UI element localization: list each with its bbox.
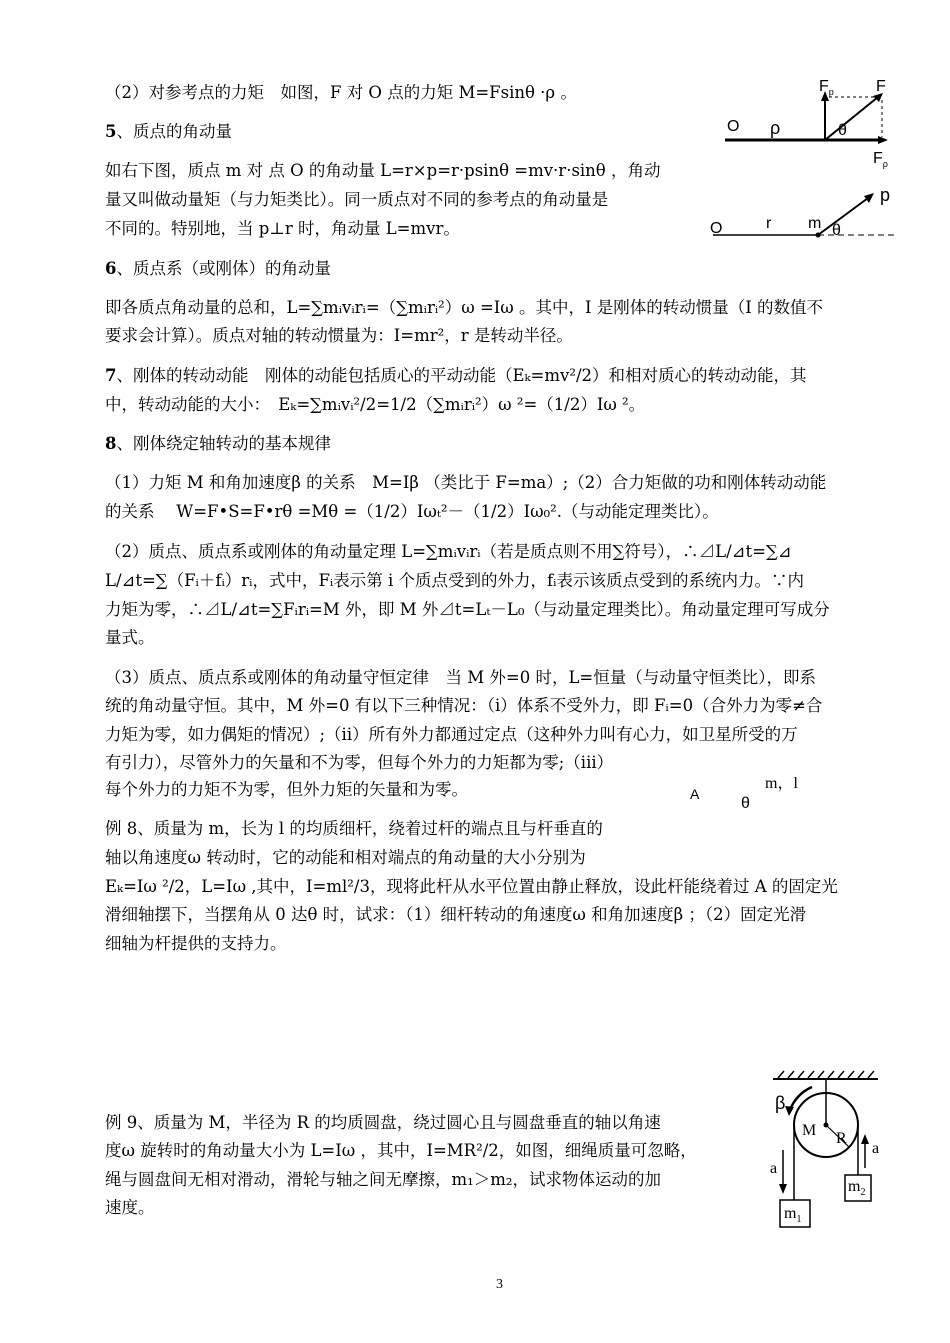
line-text: 中，转动动能的大小： Eₖ=∑mᵢvᵢ²/2=1/2（∑mᵢrᵢ²）ω ²=（1/2）Iω ²。 — [105, 395, 646, 414]
line-text: 绳与圆盘间无相对滑动，滑轮与轴之间无摩擦，m₁＞m₂，试求物体运动的加 — [105, 1170, 662, 1189]
line-text: 细轴为杆提供的支持力。 — [105, 934, 287, 953]
line-text: 量式。 — [105, 628, 155, 647]
line-text: Eₖ=Iω ²/2，L=Iω ,其中，I=ml²/3，现将此杆从水平位置由静止释放，设此杆能绕着过 A 的固定光 — [105, 877, 838, 896]
line-text: 例 9、质量为 M，半径为 R 的均质圆盘，绕过圆心且与圆盘垂直的轴以角速 — [105, 1113, 661, 1132]
line-text: 度ω 旋转时的角动量大小为 L=Iω ，其中，I=MR²/2，如图，细绳质量可忽略， — [105, 1141, 697, 1160]
line-text: 例 8、质量为 m，长为 l 的均质细杆，绕着过杆的端点且与杆垂直的 — [105, 819, 603, 838]
line-text: L/⊿t=∑（Fᵢ＋fᵢ）rᵢ，式中，Fᵢ表示第 i 个质点受到的外力，fᵢ表示该质点受到的系统内力。∵内 — [105, 571, 804, 590]
line-text: 即各质点角动量的总和，L=∑mᵢvᵢrᵢ=（∑mᵢrᵢ²）ω =Iω 。其中，I 是刚体的转动惯量（I 的数值不 — [105, 298, 824, 317]
line-text: （2）质点、质点系或刚体的角动量定理 L=∑mᵢvᵢrᵢ（若是质点则不用∑符号），∴⊿L/⊿t=∑⊿ — [105, 542, 792, 561]
origin-o2-label: O — [710, 220, 723, 237]
section-number: 8 — [105, 434, 117, 453]
rho-label: ρ — [770, 118, 781, 138]
pulley-mass-label: M — [802, 1122, 817, 1139]
line-text: 如右下图，质点 m 对 点 O 的角动量 L=r×p=r·psinθ =mv·r·sinθ ，角动 — [105, 161, 661, 180]
mass-m-label: m — [808, 215, 822, 232]
line-text: （2）对参考点的力矩 如图，F 对 O 点的力矩 M=Fsinθ ·ρ 。 — [105, 83, 577, 102]
beta-label: β — [775, 1093, 786, 1113]
line-text: 、刚体的转动动能 刚体的动能包括质心的平动动能（Eₖ=mv²/2）和相对质心的转动动能，其 — [116, 366, 807, 385]
section-number: 5 — [105, 122, 117, 141]
mass-m2-label: $m_2$ — [848, 1178, 866, 1199]
theta-label: θ — [838, 122, 847, 139]
line-text: 轴以角速度ω 转动时，它的动能和相对端点的角动量的大小分别为 — [105, 848, 586, 867]
line-text: 量又叫做动量矩（与力矩类比）。同一质点对不同的参考点的角动量是 — [105, 190, 609, 209]
force-label: $F_p$ — [819, 78, 834, 98]
line-text: （1）力矩 M 和角加速度β 的关系 M=Iβ （类比于 F=ma）;（2）合力矩做的功和刚体转动动能 — [105, 473, 827, 492]
line-text: 速度。 — [105, 1198, 155, 1217]
force-f-label: F — [876, 78, 886, 95]
line-text: 、质点的角动量 — [116, 122, 232, 141]
accel-left-label: a — [770, 1160, 778, 1177]
line-text: 力矩为零，∴⊿L/⊿t=∑Fᵢrᵢ=M 外，即 M 外⊿t=Lₜ－L₀（与动量定理类比）。角动量定理可写成分 — [105, 600, 830, 619]
momentum-p-label: p — [880, 185, 891, 205]
section-number: 7 — [105, 366, 117, 385]
section-number: 6 — [105, 259, 117, 278]
line-text: 每个外力的力矩不为零，但外力矩的矢量和为零。 — [105, 780, 468, 799]
rod-mass-length-label: m，l — [765, 775, 798, 792]
line-text: （3）质点、质点系或刚体的角动量守恒定律 当 M 外=0 时，L=恒量（与动量守恒类比），即系 — [105, 668, 816, 687]
accel-right-label: a — [872, 1140, 880, 1157]
line-text: 统的角动量守恒。其中，M 外=0 有以下三种情况：（i）体系不受外力，即 Fᵢ=0（合外力为零≠合 — [105, 696, 823, 715]
force-rho-label: $F_\rho$ — [873, 150, 888, 170]
radius-r-label: r — [766, 215, 772, 232]
line-text: 要求会计算）。质点对轴的转动惯量为：I=mr²，r 是转动半径。 — [105, 326, 573, 345]
page-number: 3 — [496, 1277, 503, 1292]
pivot-a-label: A — [690, 786, 700, 802]
line-text: 不同的。特别地，当 p⊥r 时，角动量 L=mvr。 — [105, 219, 460, 238]
line-text: 、质点系（或刚体）的角动量 — [116, 259, 331, 278]
pulley-radius-label: R — [836, 1130, 847, 1147]
line-text: 力矩为零，如力偶矩的情况）;（ii）所有外力都通过定点（这种外力叫有心力，如卫星所受的万 — [105, 725, 798, 744]
rod-theta-label: θ — [741, 795, 750, 812]
line-text: 、刚体绕定轴转动的基本规律 — [116, 434, 331, 453]
line-text: 的关系 W=F•S=F•rθ =Mθ =（1/2）Iωₜ²－（1/2）Iω₀².（与动能定理类比）。 — [105, 502, 719, 521]
line-text: 有引力），尽管外力的矢量和不为零，但每个外力的力矩都为零;（iii） — [105, 753, 614, 772]
line-text: 滑细轴摆下，当摆角从 0 达θ 时，试求：（1）细杆转动的角速度ω 和角加速度β ；（2）固定光滑 — [105, 905, 807, 924]
mass-m1-label: $m_1$ — [784, 1205, 802, 1226]
theta2-label: θ — [832, 222, 841, 239]
origin-o-label: O — [727, 118, 740, 135]
